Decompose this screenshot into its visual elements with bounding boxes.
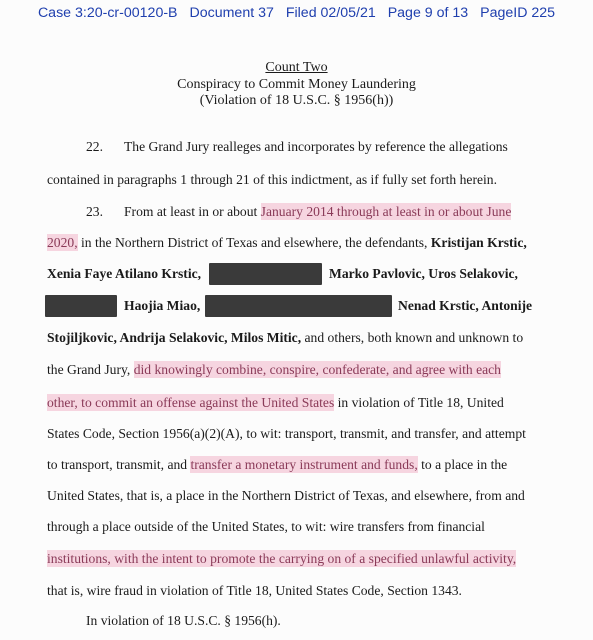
text-run: the Grand Jury, [47,362,134,377]
paragraph-23-line-8: States Code, Section 1956(a)(2)(A), to wit: transport, transmit, and transfer, and attempt [47,426,526,441]
text-run: to transport, transmit, and [47,457,191,472]
case-header [0,5,593,21]
text-run: and others, both known and unknown to [301,330,524,345]
highlight-conspiracy: did knowingly combine, conspire, confederate, and agree with each [133,362,501,377]
highlight-date-range: January 2014 through at least in or about June [260,204,512,219]
redaction-box [205,295,392,317]
redaction-box [209,263,322,285]
case-number: Case 3:20-cr-00120-B [37,5,178,21]
defendant-name: Kristijan Krstic, [430,235,527,250]
defendant-name: Haojia Miao, [124,298,201,313]
defendant-names: Nenad Krstic, Antonije [398,298,533,313]
page-id: PageID 225 [480,5,556,21]
paragraph-23-line-13: that is, wire fraud in violation of Title 18, United States Code, Section 1343. [47,583,462,598]
defendant-names: Stojiljkovic, Andrija Selakovic, Milos Mitic, [47,330,302,345]
text-run: in the Northern District of Texas and elsewhere, the defendants, [77,235,431,250]
paragraph-23-line-6 [47,360,501,380]
closing-statute: In violation of 18 U.S.C. § 1956(h). [86,613,281,628]
text-run: in violation of Title 18, United [334,395,504,410]
paragraph-23-line-3-cont [329,264,518,284]
paragraph-23-line-5 [47,328,523,348]
document-number: Document 37 [189,5,274,21]
paragraph-23-line-1 [124,202,511,222]
paragraph-22-line-1: The Grand Jury realleges and incorporates by reference the allegations [124,139,508,154]
filed-date: Filed 02/05/21 [285,5,376,21]
highlight-intent: institutions, with the intent to promote the carrying on of a specified unlawful activity, [47,551,517,566]
text-run: From at least in or about [124,204,261,219]
defendant-names: Marko Pavlovic, Uros Selakovic, [329,266,518,281]
count-title: Count Two [265,60,328,75]
redaction-box [45,295,117,317]
paragraph-23-line-12 [47,549,516,569]
paragraph-23-line-11: through a place outside of the United States, to wit: wire transfers from financial [47,519,485,534]
count-statute: (Violation of 18 U.S.C. § 1956(h)) [199,93,394,108]
text-run: to a place in the [417,457,508,472]
paragraph-22-line-2: contained in paragraphs 1 through 21 of this indictment, as if fully set forth herein. [47,172,497,187]
paragraph-23-line-10: United States, that is, a place in the Northern District of Texas, and elsewhere, from and [47,488,525,503]
paragraph-23-line-9 [47,455,507,475]
highlight-transfer: transfer a monetary instrument and funds, [190,457,418,472]
paragraph-23-number: 23. [86,204,103,219]
page-number: Page 9 of 13 [387,5,469,21]
highlight-year: 2020, [47,235,78,250]
count-subtitle: Conspiracy to Commit Money Laundering [177,77,416,92]
paragraph-23-line-7 [47,393,504,413]
paragraph-23-line-3 [47,264,201,284]
highlight-offense: other, to commit an offense against the United States [47,395,335,410]
paragraph-23-line-2 [47,233,527,253]
paragraph-22-number: 22. [86,139,103,154]
paragraph-23-line-4 [124,296,200,316]
defendant-name: Xenia Faye Atilano Krstic, [47,266,202,281]
paragraph-23-line-4-cont [398,296,532,316]
